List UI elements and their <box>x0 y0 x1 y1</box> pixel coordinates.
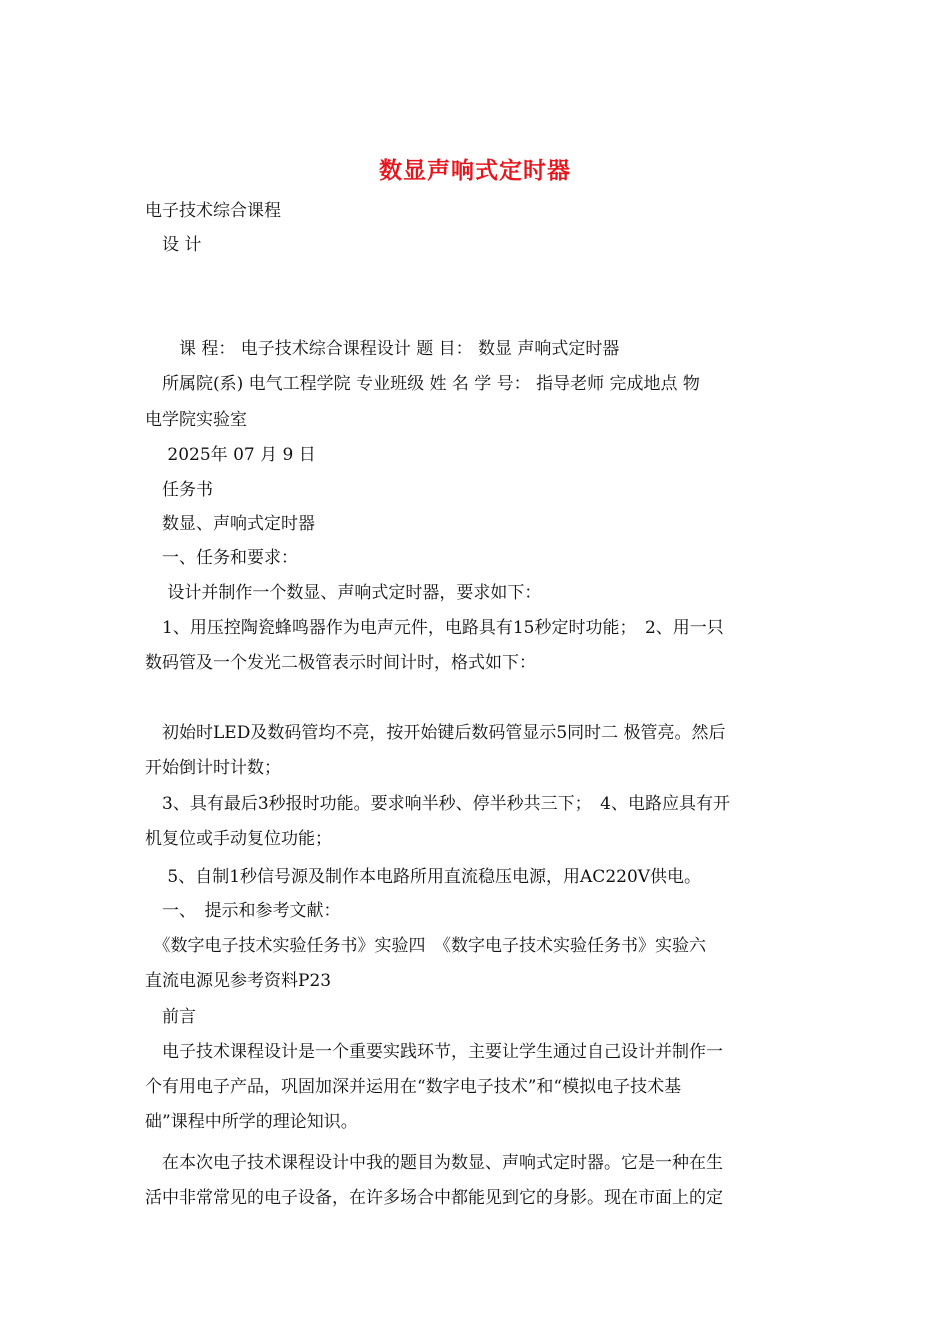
section-heading: 前言 <box>145 1007 196 1027</box>
text-line: 电学院实验室 <box>145 410 247 430</box>
text-line: 《数字电子技术实验任务书》实验四 《数字电子技术实验任务书》实验六 <box>145 936 706 956</box>
text-line: 机复位或手动复位功能； <box>145 829 332 849</box>
text-line: 个有用电子产品，巩固加深并运用在“数字电子技术”和“模拟电子技术基 <box>145 1077 682 1097</box>
text-line: 数码管及一个发光二极管表示时间计时，格式如下： <box>145 653 536 673</box>
text-line: 开始倒计时计数； <box>145 758 281 778</box>
text-line: 活中非常常见的电子设备，在许多场合中都能见到它的身影。现在市面上的定 <box>145 1188 723 1208</box>
text-line: 5、自制1秒信号源及制作本电路所用直流稳压电源，用AC220V供电。 <box>145 867 702 887</box>
text-line: 所属院(系) 电气工程学院 专业班级 姓 名 学 号： 指导老师 完成地点 物 <box>145 374 700 394</box>
text-line: 课 程： 电子技术综合课程设计 题 目： 数显 声响式定时器 <box>145 339 620 359</box>
section-heading: 任务书 <box>145 480 213 500</box>
text-line: 在本次电子技术课程设计中我的题目为数显、声响式定时器。它是一种在生 <box>145 1153 723 1173</box>
text-line: 电子技术课程设计是一个重要实践环节，主要让学生通过自己设计并制作一 <box>145 1042 723 1062</box>
document-title: 数显声响式定时器 <box>379 157 571 184</box>
date-line: 2025年 07 月 9 日 <box>145 445 316 465</box>
text-line: 1、用压控陶瓷蜂鸣器作为电声元件，电路具有15秒定时功能； 2、用一只 <box>145 618 724 638</box>
text-line: 电子技术综合课程 <box>145 201 281 221</box>
section-heading: 一、 提示和参考文献： <box>145 901 341 921</box>
text-line: 设 计 <box>145 235 202 255</box>
section-heading: 一、任务和要求： <box>145 548 298 568</box>
text-line: 初始时LED及数码管均不亮，按开始键后数码管显示5同时二 极管亮。然后 <box>145 723 726 743</box>
text-line: 3、具有最后3秒报时功能。要求响半秒、停半秒共三下； 4、电路应具有开 <box>145 794 730 814</box>
text-line: 数显、声响式定时器 <box>145 514 315 534</box>
text-line: 直流电源见参考资料P23 <box>145 971 332 991</box>
text-line: 设计并制作一个数显、声响式定时器，要求如下： <box>145 583 542 603</box>
text-line: 础”课程中所学的理论知识。 <box>145 1112 358 1132</box>
